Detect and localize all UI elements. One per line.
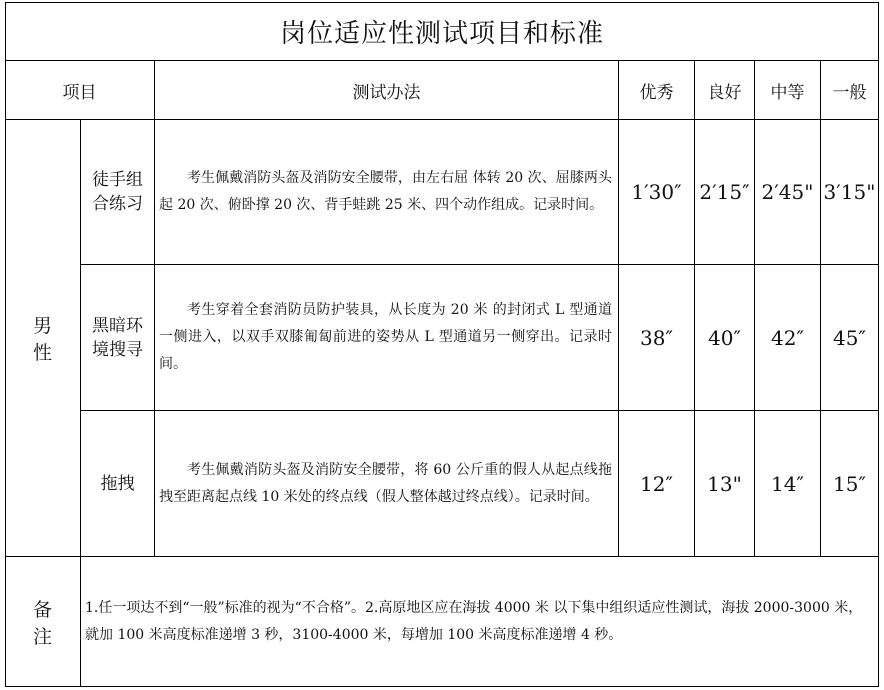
score-good: 13" [707, 471, 742, 496]
table-title: 岗位适应性测试项目和标准 [279, 19, 604, 49]
score-pass: 3′15" [823, 180, 876, 204]
row-method [155, 265, 618, 410]
row-item-name: 徒手组合练习 [92, 170, 143, 214]
notes-label: 备注 [32, 598, 66, 648]
row-item-name: 拖拽 [100, 473, 135, 494]
row-method-text: 考生佩戴消防头盔及消防安全腰带，由左右屈 体转 20 次、屈膝两头起 20 次、俯卧撑 20 次、背手蛙跳 25 米、四个动作组成。记录时间。 [159, 170, 612, 213]
score-excellent: 12″ [640, 471, 673, 496]
header-item: 项目 [62, 82, 97, 103]
score-good: 40″ [708, 325, 741, 350]
row-method-text: 考生佩戴消防头盔及消防安全腰带，将 60 公斤重的假人从起点线拖拽至距离起点线 10 米处的终点线（假人整体越过终点线）。记录时间。 [159, 461, 612, 505]
score-medium: 42″ [771, 325, 804, 350]
row-method [155, 411, 618, 556]
rule-right [878, 2, 879, 687]
group-label-male: 男性 [32, 315, 66, 364]
score-good: 2′15″ [699, 180, 750, 204]
notes-text: 1.任一项达不到“一般”标准的视为“不合格”。2.高原地区应在海拔 4000 米 以下集中组织适应性测试，海拔 2000-3000 米，就加 100 米高度标准递增 3 秒，3100-4000 米，每增加 100 米高度标准递增 4 秒。 [85, 599, 863, 643]
row-method [155, 120, 618, 264]
score-excellent: 38″ [640, 325, 673, 350]
row-item-name: 黑暗环境搜寻 [92, 315, 143, 360]
rule-bottom [5, 686, 879, 687]
header-excellent: 优秀 [639, 82, 674, 103]
score-medium: 14″ [771, 471, 804, 496]
header-method: 测试办法 [352, 82, 421, 103]
header-good: 良好 [707, 82, 742, 103]
notes-content [81, 557, 878, 686]
score-excellent: 1′30″ [631, 180, 682, 204]
header-medium: 中等 [770, 82, 805, 103]
score-medium: 2′45" [761, 180, 814, 204]
row-method-text: 考生穿着全套消防员防护装具，从长度为 20 米 的封闭式 L 型通道一侧进入，以双手双膝匍匐前进的姿势从 L 型通道另一侧穿出。记录时间。 [159, 302, 612, 372]
score-pass: 15″ [833, 471, 866, 496]
header-pass: 一般 [832, 82, 867, 103]
score-pass: 45″ [833, 325, 866, 350]
